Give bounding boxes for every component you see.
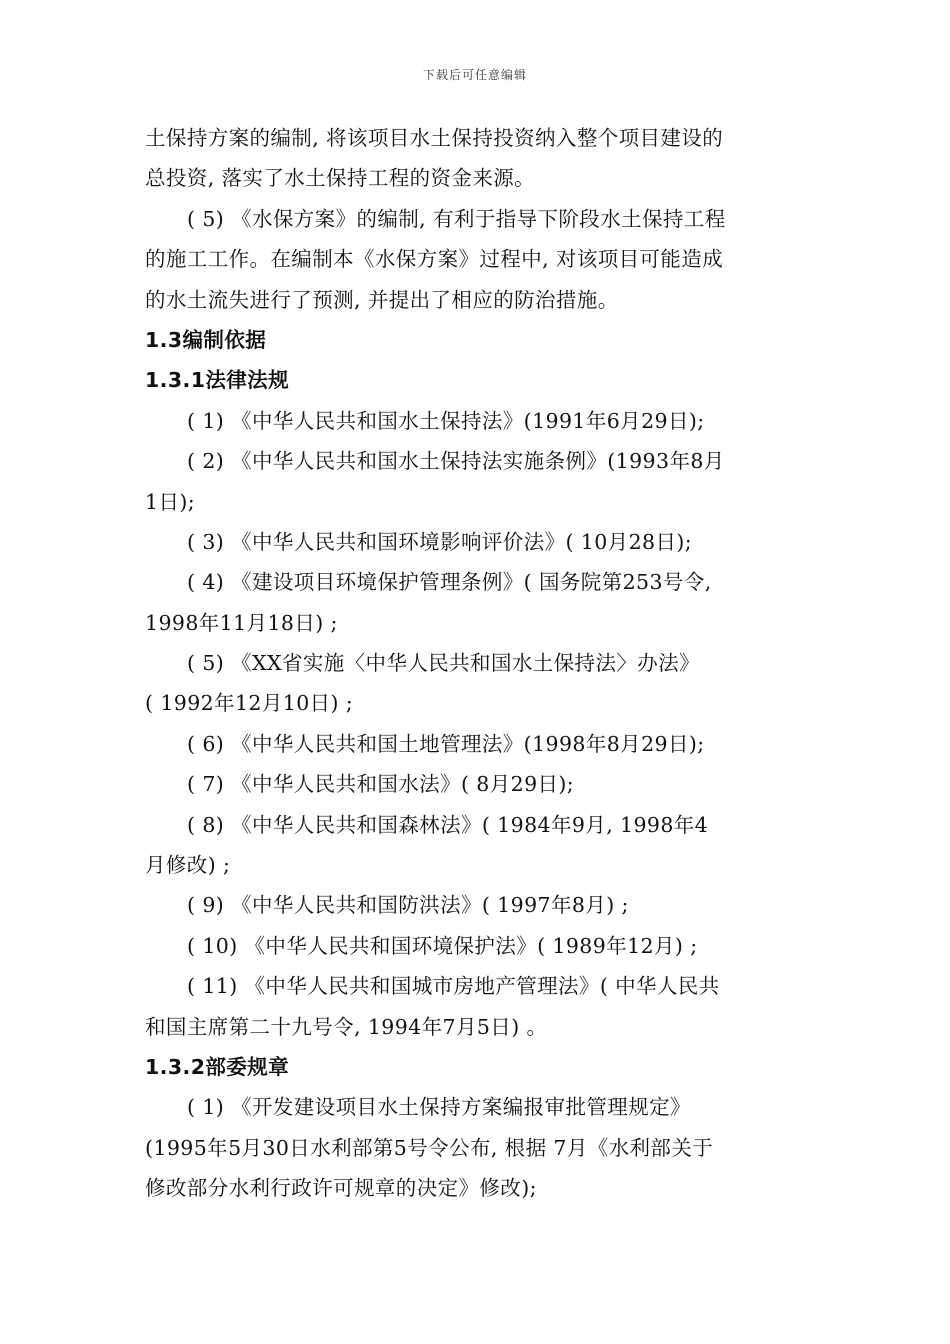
text-line: 的水土流失进行了预测, 并提出了相应的防治措施。 (145, 287, 619, 312)
section-heading: 1.3编制依据 (145, 327, 267, 352)
text-line: ( 1992年12月10日) ; (145, 691, 354, 716)
document-body (145, 118, 809, 1209)
text-line: 土保持方案的编制, 将该项目水土保持投资纳入整个项目建设的 (145, 126, 724, 150)
page-header-note: 下载后可任意编辑 (422, 68, 527, 82)
text-line: 1998年11月18日) ; (145, 610, 338, 635)
text-line: ( 5) 《水保方案》的编制, 有利于指导下阶段水土保持工程 (187, 206, 726, 231)
text-line: ( 11) 《中华人民共和国城市房地产管理法》( 中华人民共 (187, 974, 720, 999)
text-line: ( 9) 《中华人民共和国防洪法》( 1997年8月) ; (187, 893, 629, 918)
text-line: 总投资, 落实了水土保持工程的资金来源。 (145, 166, 536, 191)
text-line: ( 2) 《中华人民共和国水土保持法实施条例》(1993年8月 (187, 449, 725, 474)
text-line: 修改部分水利行政许可规章的决定》修改); (145, 1176, 537, 1201)
text-line: (1995年5月30日水利部第5号令公布, 根据 7月《水利部关于 (145, 1135, 714, 1160)
text-line: ( 10) 《中华人民共和国环境保护法》( 1989年12月) ; (187, 933, 698, 958)
text-line: ( 8) 《中华人民共和国森林法》( 1984年9月, 1998年4 (187, 812, 709, 837)
text-line: ( 5) 《XX省实施〈中华人民共和国水土保持法〉办法》 (187, 651, 700, 676)
text-line: 的施工工作。在编制本《水保方案》过程中, 对该项目可能造成 (145, 247, 724, 272)
section-heading: 1.3.2部委规章 (145, 1054, 289, 1079)
text-line: 月修改) ; (145, 853, 231, 878)
section-heading: 1.3.1法律法规 (145, 368, 289, 393)
text-line: ( 4) 《建设项目环境保护管理条例》( 国务院第253号令, (187, 570, 712, 595)
text-line: ( 6) 《中华人民共和国土地管理法》(1998年8月29日); (187, 731, 705, 756)
text-line: ( 1) 《中华人民共和国水土保持法》(1991年6月29日); (187, 408, 705, 433)
text-line: ( 7) 《中华人民共和国水法》( 8月29日); (187, 772, 575, 797)
text-line: 和国主席第二十九号令, 1994年7月5日) 。 (145, 1014, 548, 1039)
text-line: 1日); (145, 489, 196, 514)
text-line: ( 3) 《中华人民共和国环境影响评价法》( 10月28日); (187, 529, 693, 554)
text-line: ( 1) 《开发建设项目水土保持方案编报审批管理规定》 (187, 1095, 691, 1120)
